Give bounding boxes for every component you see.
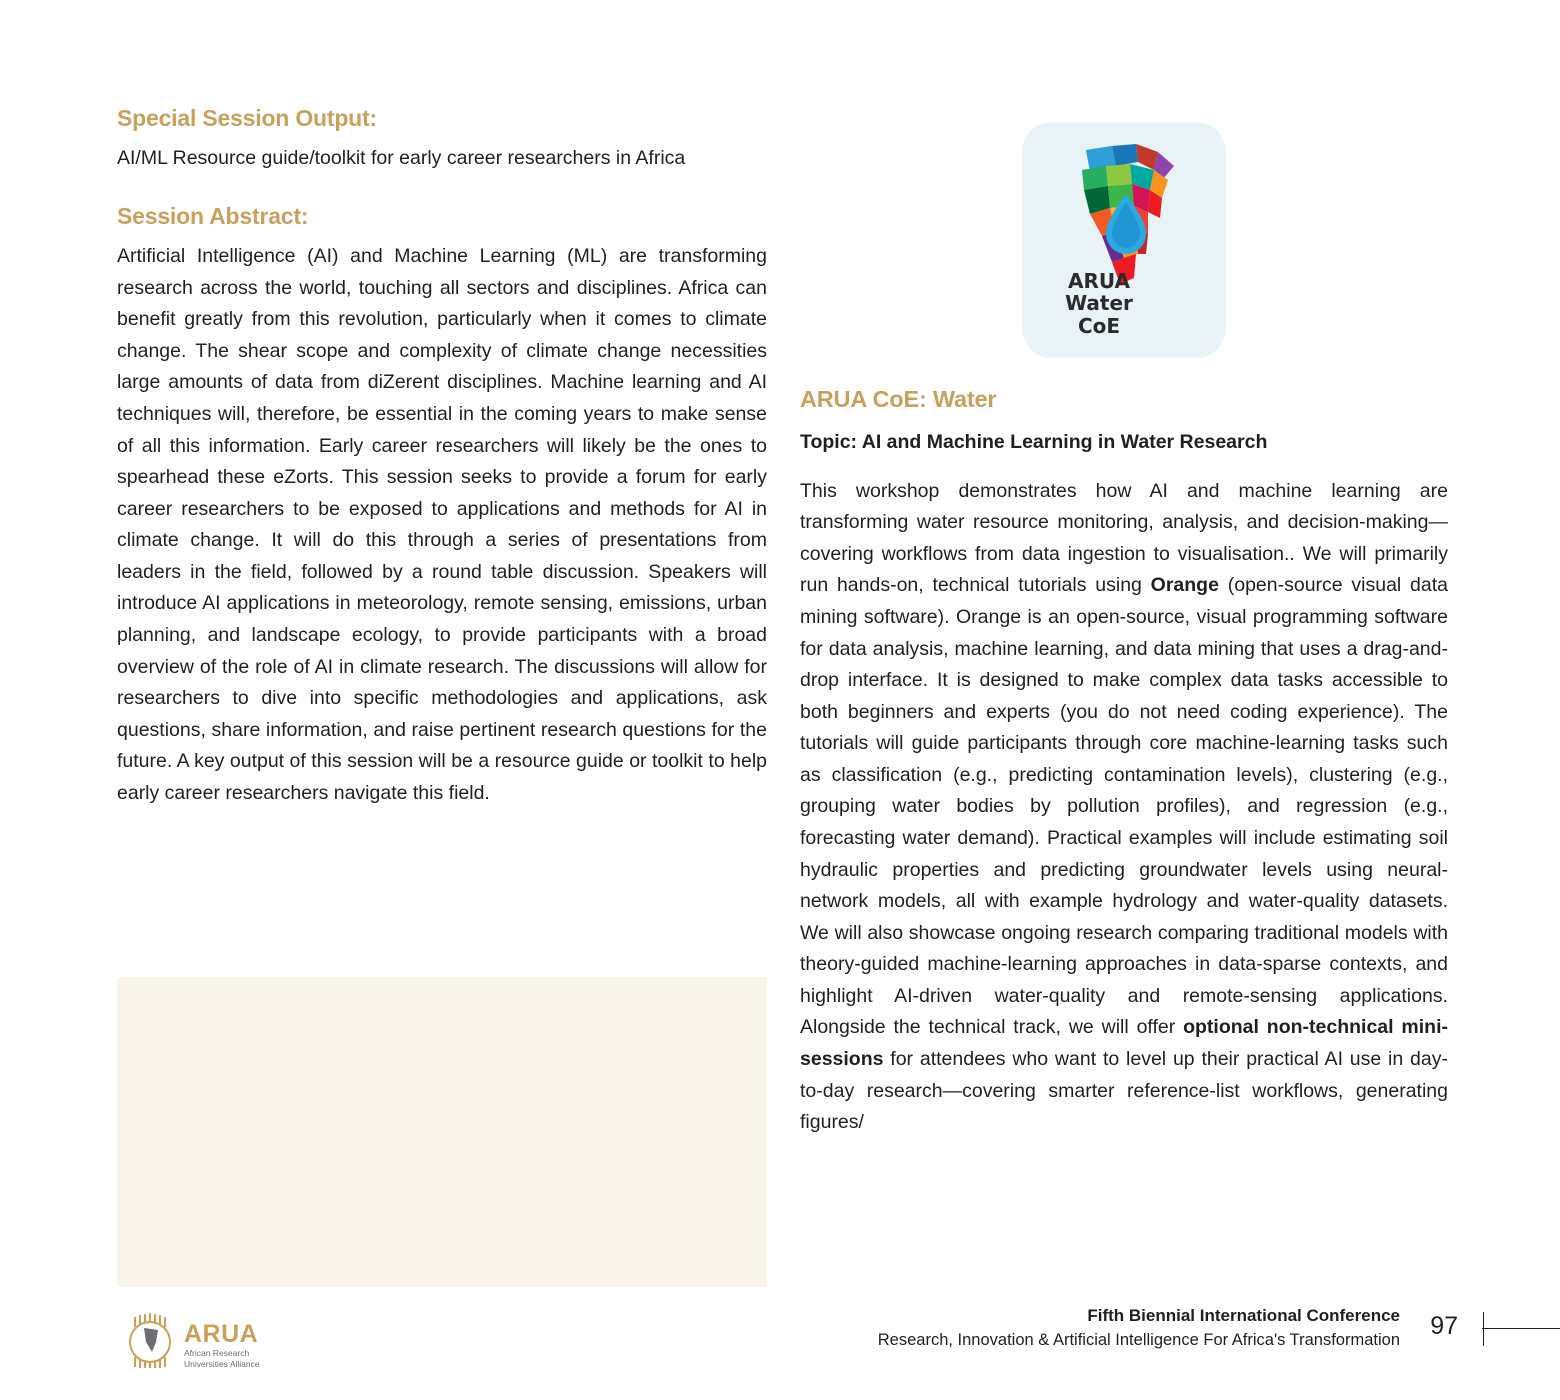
page-footer [0, 1290, 1560, 1400]
logo-line-1: ARUA [1068, 269, 1130, 293]
logo-line-3: CoE [1077, 313, 1121, 338]
session-abstract-heading: Session Abstract: [117, 203, 309, 230]
conference-title: Fifth Biennial International Conference [1087, 1306, 1400, 1325]
mini-sessions-bold: optional non-technical mini-sessions [800, 1016, 1448, 1071]
workshop-description [800, 476, 1448, 1139]
logo-text [1044, 270, 1154, 337]
arua-tagline [184, 1348, 260, 1369]
arua-water-coe-logo [1022, 122, 1226, 358]
logo-line-2: Water [1065, 291, 1133, 316]
topic-line: Topic: AI and Machine Learning in Water Research [800, 431, 1268, 454]
orange-bold: Orange [1150, 574, 1219, 597]
description-part-1: This workshop demonstrates how AI and machine learning are transforming water resource monitoring, analysis, and decision-making—covering workflows from data ingestion to visualisation.. We will primarily run hands-on, technical tutorials using [800, 479, 1448, 597]
special-session-output-heading: Special Session Output: [117, 105, 377, 131]
special-session-output-text: AI/ML Resource guide/toolkit for early career researchers in Africa [117, 146, 686, 169]
arua-tagline-line-2: Universities Alliance [184, 1358, 260, 1369]
conference-info [878, 1306, 1400, 1350]
conference-subtitle: Research, Innovation & Artificial Intelligence For Africa's Transformation [877, 1331, 1400, 1349]
description-part-2: (open-source visual data mining software). Orange is an open-source, visual programming software for data analysis, machine learning, and data mining that uses a drag-and-drop interface. It is designed to make complex data tasks accessible to both beginners and experts (you do not need coding experience). The tutorials will guide participants through core machine-learning tasks such as classification (e.g., predicting contamination levels), clustering (e.g., grouping water bodies by pollution profiles), and regression (e.g., forecasting water demand). Practical examples will include estimating soil hydraulic properties and predicting groundwater levels using neural-network models, all with example hydrology and water-quality datasets. We will also showcase ongoing research comparing traditional models with theory-guided machine-learning approaches in data-sparse contexts, and highlight AI-driven water-quality and remote-sensing applications. Alongside the technical track, we will offer [800, 574, 1448, 1039]
arua-tagline-line-1: African Research [184, 1348, 250, 1358]
arua-coe-water-heading: ARUA CoE: Water [800, 386, 997, 412]
arua-footer-logo [122, 1312, 272, 1372]
left-column [117, 104, 767, 809]
page-number: 97 [1430, 1312, 1458, 1340]
footer-tick [1483, 1312, 1484, 1346]
image-placeholder-panel [117, 977, 767, 1287]
arua-wordmark: ARUA [184, 1320, 259, 1348]
session-abstract-text: Artificial Intelligence (AI) and Machine Learning (ML) are transforming research across the world, touching all sectors and disciplines. Africa can benefit greatly from this revolution, particularly when it comes to climate change. The shear scope and complexity of climate change necessities large amounts of data from diZerent disciplines. Machine learning and AI techniques will, therefore, be essential in the coming years to make sense of all this information. Early career researchers will likely be the ones to spearhead these eZorts. This session seeks to provide a forum for early career researchers to be exposed to applications and methods for AI in climate change. It will do this through a series of presentations from leaders in the field, followed by a round table discussion. Speakers will introduce AI applications in meteorology, remote sensing, emissions, urban planning, and landscape ecology, to provide participants with a broad overview of the role of AI in climate research. The discussions will allow for researchers to dive into specific methodologies and applications, ask questions, share information, and raise pertinent research questions for the future. A key output of this session will be a resource guide or toolkit to help early career researchers navigate this field. [117, 245, 767, 804]
arua-emblem-icon [122, 1312, 178, 1368]
right-column [800, 385, 1448, 1139]
description-part-3: for attendees who want to level up their practical AI use in day-to-day research—covering smarter reference-list workflows, generating figures/ [800, 1048, 1448, 1134]
footer-rule [1482, 1328, 1560, 1329]
